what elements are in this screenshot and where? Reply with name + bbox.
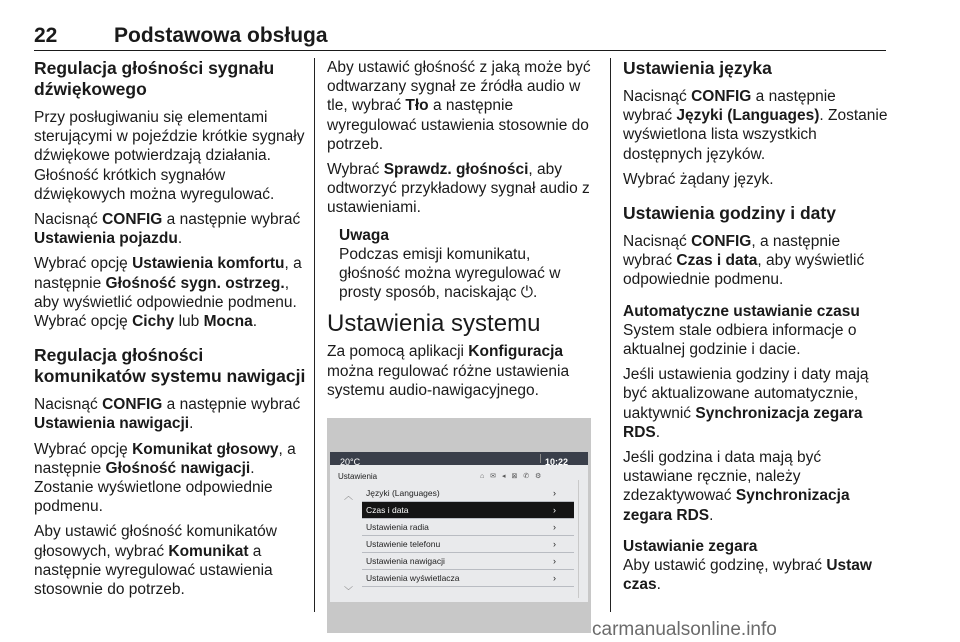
paragraph: Jeśli godzina i data mają być ustawiane ręcznie, należy zdezaktywować Synchronizacja zegara RDS. [623,449,850,524]
subheading-auto-time: Automatyczne ustawianie czasu [623,302,860,320]
column-middle [327,58,593,633]
section-heading-signal-volume: Regulacja głośności sygnału dźwiękowego [34,58,275,99]
paragraph: Aby ustawić godzinę, wybrać Ustaw czas. [623,557,872,594]
temperature-readout: 20°C [340,457,361,468]
section-heading-nav-volume: Regulacja głośności komunikatów systemu nawigacji [34,345,306,387]
section-heading-system-settings: Ustawienia systemu [327,310,541,338]
column-left [34,58,306,605]
page-number: 22 [34,24,58,47]
subheading-set-clock: Ustawianie zegara [623,537,758,555]
chevron-right-icon: › [553,556,556,567]
column-divider [314,58,315,612]
page-header [34,24,886,51]
menu-item-label: Ustawienie telefonu [366,539,441,550]
menu-item-label: Ustawienia wyświetlacza [366,573,460,584]
chevron-right-icon: › [553,573,556,584]
paragraph: Wybrać żądany język. [623,170,774,188]
settings-menu-list [362,485,574,587]
paragraph: Nacisnąć CONFIG a następnie wybrać Języki (Languages). Zostanie wyświetlona lista wszystkich dostępnych języków. [623,88,888,163]
column-right [623,58,888,600]
menu-item[interactable] [362,536,574,553]
scroll-up-icon[interactable]: ︿ [344,491,354,502]
clock-readout: 10:22 [545,457,569,468]
paragraph: Nacisnąć CONFIG a następnie wybrać Ustawienia nawigacji. [34,396,301,433]
paragraph: Nacisnąć CONFIG a następnie wybrać Ustawienia pojazdu. [34,211,301,248]
menu-item[interactable] [362,570,574,587]
column-divider [610,58,611,612]
paragraph: System stale odbiera informacje o aktualnej godzinie i dacie. [623,321,857,359]
paragraph: Jeśli ustawienia godziny i daty mają być aktualizowane automatycznie, uaktywnić Synchronizacja zegara RDS. [623,366,869,441]
menu-item[interactable] [362,502,574,519]
paragraph: Aby ustawić głośność komunikatów głosowych, wybrać Komunikat a następnie wyregulować ustawienia stosownie do potrzeb. [34,523,277,599]
paragraph: Wybrać Sprawdz. głośności, aby odtworzyć przykładowy sygnał audio z ustawieniami. [327,161,590,217]
status-bar [330,452,588,468]
chevron-right-icon: › [553,522,556,533]
paragraph: Aby ustawić głośność z jaką może być odtwarzany sygnał ze źródła audio w tle, wybrać Tło a następnie wyregulować ustawienia stosownie do potrzeb. [327,59,591,153]
section-heading-time-date: Ustawienia godziny i daty [623,203,836,224]
chevron-right-icon: › [553,488,556,499]
status-divider [540,454,541,463]
status-icons: ⌂ ✉ ◂ ⊠ ✆ ⚙ [480,473,544,481]
menu-item-label: Ustawienia nawigacji [366,556,445,567]
paragraph: Nacisnąć CONFIG, a następnie wybrać Czas i data, aby wyświetlić odpowiednie podmenu. [623,233,865,289]
menu-item-label: Języki (Languages) [366,488,440,499]
infotainment-screen [330,452,588,602]
note-title: Uwaga [339,226,389,244]
scrollbar-track [578,480,579,598]
screen-title: Ustawienia [338,472,378,482]
note-text: Podczas emisji komunikatu, głośność można wyregulować w prosty sposób, naciskając ⏻. [339,245,561,302]
menu-item-label: Czas i data [366,505,409,516]
section-heading-language: Ustawienia języka [623,58,772,78]
note-box [339,226,593,303]
menu-item-label: Ustawienia radia [366,522,429,533]
paragraph: Wybrać opcję Komunikat głosowy, a następnie Głośność nawigacji. Zostanie wyświetlone odpowiednie podmenu. [34,440,296,516]
menu-item[interactable] [362,485,574,502]
paragraph: Przy posługiwaniu się elementami sterującymi w pojeździe krótkie sygnały dźwiękowe potwierdzają działania. Głośność krótkich sygnałów dźwiękowych można wyregulować. [34,109,305,203]
scroll-down-icon[interactable]: ﹀ [344,586,354,597]
page-title: Podstawowa obsługa [114,24,328,47]
settings-screenshot [327,418,591,633]
menu-item[interactable] [362,553,574,570]
menu-item[interactable] [362,519,574,536]
paragraph: Wybrać opcję Ustawienia komfortu, a następnie Głośność sygn. ostrzeg., aby wyświetlić odpowiednie podmenu. Wybrać opcję Cichy lub Mocna. [34,255,302,331]
paragraph: Za pomocą aplikacji Konfiguracja można regulować różne ustawienia systemu audio-nawigacyjnego. [327,343,570,399]
chevron-right-icon: › [553,505,556,516]
chevron-right-icon: › [553,539,556,550]
watermark: carmanualsonline.info [592,619,777,640]
